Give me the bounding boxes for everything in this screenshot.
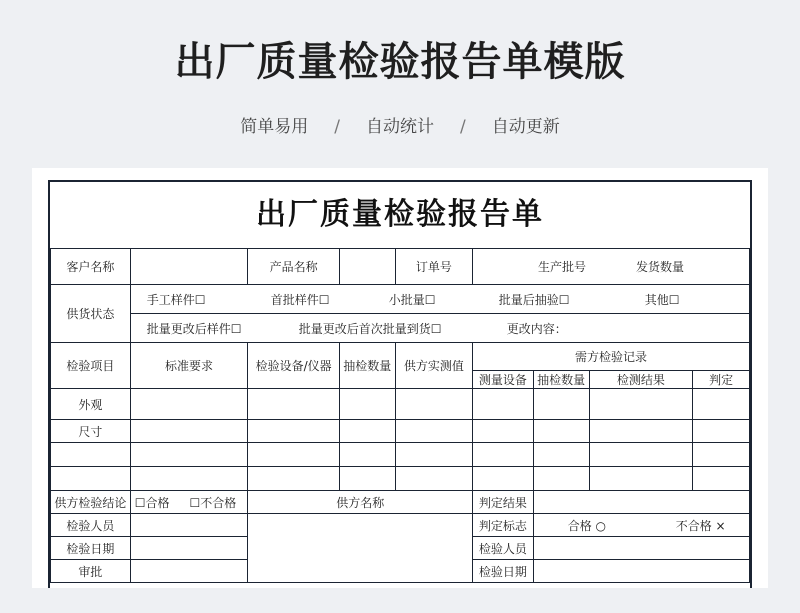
cell[interactable] [473, 443, 534, 467]
option-other[interactable]: 其他☐ [644, 292, 680, 307]
tagline-separator: / [334, 117, 340, 137]
option-after-batch-sampling[interactable]: 批量后抽验☐ [498, 292, 570, 307]
cell[interactable] [589, 389, 693, 420]
option-change-sample[interactable]: 批量更改后样件☐ [146, 321, 242, 336]
inspector-right-value[interactable] [533, 537, 749, 560]
cell[interactable] [339, 420, 395, 443]
inspector-label: 检验人员 [51, 514, 131, 537]
supply-status-row-2 [51, 314, 750, 343]
mark-pass-option[interactable]: 合格 ○ [567, 518, 606, 533]
cell[interactable] [693, 443, 750, 467]
mark-fail-option[interactable]: 不合格 × [675, 518, 726, 533]
date-right-value[interactable] [533, 560, 749, 583]
cell[interactable] [130, 420, 248, 443]
cell[interactable] [339, 443, 395, 467]
cell[interactable] [395, 443, 472, 467]
inspection-item-empty [51, 467, 131, 491]
conclusion-options [130, 491, 248, 514]
header-row [51, 249, 750, 285]
cell[interactable] [693, 467, 750, 491]
cell[interactable] [248, 420, 340, 443]
product-name-value[interactable] [339, 249, 395, 285]
approve-label: 审批 [51, 560, 131, 583]
inspection-item-label: 检验项目 [51, 343, 131, 389]
supplier-name-label: 供方名称 [248, 491, 473, 514]
inspection-row [51, 420, 750, 443]
supply-status-options-2 [130, 314, 749, 343]
batch-no-label: 生产批号 [538, 260, 587, 274]
batch-ship-cell [473, 249, 750, 285]
approve-value[interactable] [130, 560, 248, 583]
customer-name-label: 客户名称 [51, 249, 131, 285]
option-small-batch[interactable]: 小批量☐ [388, 292, 436, 307]
cell[interactable] [533, 420, 589, 443]
page-title: 出厂质量检验报告单模版 [174, 39, 626, 85]
judgment-mark-label: 判定标志 [473, 514, 534, 537]
cell[interactable] [395, 467, 472, 491]
cell[interactable] [248, 443, 340, 467]
inspection-item-appearance: 外观 [51, 389, 131, 420]
cell[interactable] [130, 389, 248, 420]
cell[interactable] [589, 467, 693, 491]
cell[interactable] [693, 420, 750, 443]
ship-qty-label: 发货数量 [636, 260, 685, 274]
cell[interactable] [533, 467, 589, 491]
order-no-label: 订单号 [395, 249, 472, 285]
cell[interactable] [533, 389, 589, 420]
conclusion-pass-option[interactable]: ☐合格 [134, 495, 170, 510]
form-grid [50, 248, 750, 583]
equipment-label: 检验设备/仪器 [248, 343, 340, 389]
cell[interactable] [395, 389, 472, 420]
cell[interactable] [130, 443, 248, 467]
sample-qty-label: 抽检数量 [339, 343, 395, 389]
supply-status-options-1 [130, 285, 749, 314]
inspect-date-label: 检验日期 [51, 537, 131, 560]
buyer-col-sample-qty: 抽检数量 [533, 371, 589, 389]
judgment-result-label: 判定结果 [473, 491, 534, 514]
supplier-name-value[interactable] [248, 514, 473, 583]
option-hand-sample[interactable]: 手工样件☐ [146, 292, 206, 307]
tagline-item: 自动更新 [491, 117, 560, 137]
inspection-header-row [51, 343, 750, 371]
date-right-label: 检验日期 [473, 560, 534, 583]
option-change-first-batch[interactable]: 批量更改后首次批量到货☐ [298, 321, 442, 336]
inspector-value[interactable] [130, 514, 248, 537]
judgment-mark-options [533, 514, 749, 537]
cell[interactable] [339, 389, 395, 420]
cell[interactable] [130, 467, 248, 491]
document-preview [32, 168, 768, 588]
conclusion-row [51, 491, 750, 514]
cell[interactable] [589, 443, 693, 467]
buyer-col-result: 检测结果 [589, 371, 693, 389]
cell[interactable] [693, 389, 750, 420]
cell[interactable] [473, 389, 534, 420]
cell[interactable] [339, 467, 395, 491]
standard-label: 标准要求 [130, 343, 248, 389]
cell[interactable] [473, 420, 534, 443]
cell[interactable] [473, 467, 534, 491]
cell[interactable] [533, 443, 589, 467]
product-name-label: 产品名称 [248, 249, 340, 285]
buyer-record-label: 需方检验记录 [473, 343, 750, 371]
inspection-row [51, 467, 750, 491]
inspector-right-label: 检验人员 [473, 537, 534, 560]
inspection-row [51, 443, 750, 467]
supplier-measured-label: 供方实测值 [395, 343, 472, 389]
inspect-date-value[interactable] [130, 537, 248, 560]
conclusion-fail-option[interactable]: ☐不合格 [189, 495, 237, 510]
judgment-result-value[interactable] [533, 491, 749, 514]
cell[interactable] [248, 389, 340, 420]
tagline-separator: / [460, 117, 466, 137]
cell[interactable] [248, 467, 340, 491]
inspection-row [51, 389, 750, 420]
supplier-conclusion-label: 供方检验结论 [51, 491, 131, 514]
cell[interactable] [589, 420, 693, 443]
supply-status-label: 供货状态 [51, 285, 131, 343]
change-content-label: 更改内容： [506, 321, 567, 336]
inspection-report-form [48, 180, 752, 588]
tagline-item: 自动统计 [366, 117, 434, 137]
buyer-col-equipment: 测量设备 [473, 371, 534, 389]
supply-status-row-1 [51, 285, 750, 314]
cell[interactable] [395, 420, 472, 443]
buyer-col-judgment: 判定 [693, 371, 750, 389]
inspection-item-size: 尺寸 [51, 420, 131, 443]
tagline [0, 112, 800, 137]
inspection-item-empty [51, 443, 131, 467]
customer-name-value[interactable] [130, 249, 248, 285]
lower-row [51, 514, 750, 537]
form-title: 出厂质量检验报告单 [256, 197, 544, 232]
tagline-item: 简单易用 [240, 117, 309, 137]
option-first-sample[interactable]: 首批样件☐ [270, 292, 330, 307]
